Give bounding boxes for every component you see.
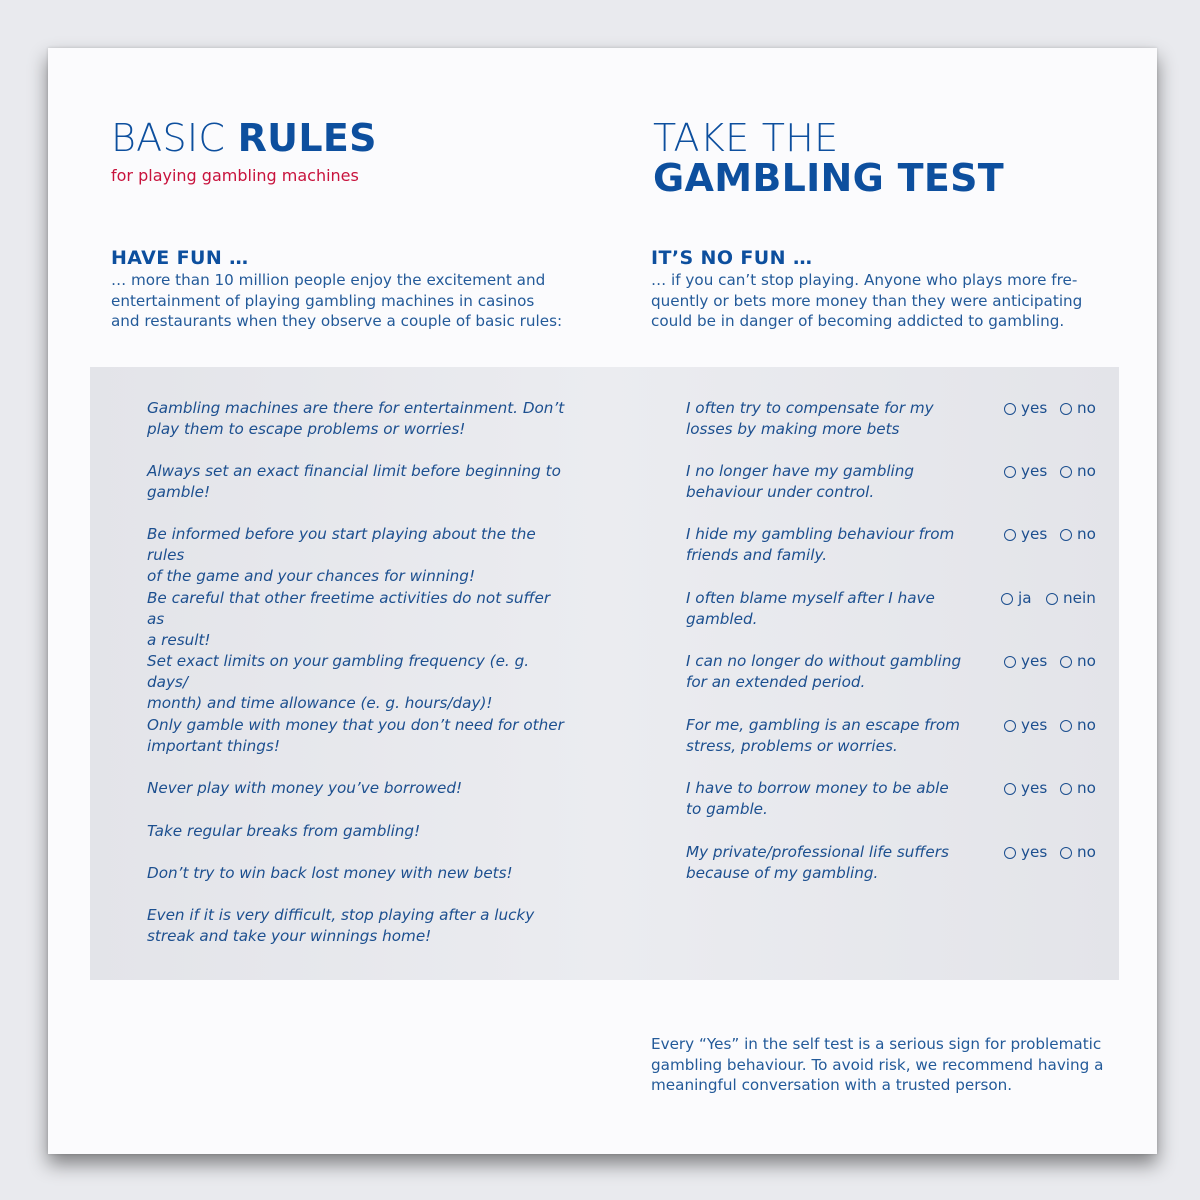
rule-line: Only gamble with money that you don’t need for other <box>147 716 564 734</box>
rule-item <box>147 651 567 714</box>
rule-item <box>147 863 567 884</box>
test-question <box>686 398 966 440</box>
rule-line: Be informed before you start playing about the the rules <box>147 525 536 564</box>
question-line: I hide my gambling behaviour from <box>686 525 955 543</box>
intro-line: could be in danger of becoming addicted to gambling. <box>651 312 1065 330</box>
option-label: yes <box>1021 716 1048 734</box>
rule-line: important things! <box>147 737 280 755</box>
rule-line: of the game and your chances for winning! <box>147 567 476 585</box>
option-label: no <box>1077 843 1096 861</box>
rule-item <box>147 821 567 842</box>
no-option[interactable] <box>1060 715 1096 736</box>
rule-line: Set exact limits on your gambling frequency (e. g. days/ <box>147 652 530 691</box>
option-label: yes <box>1021 652 1048 670</box>
footnote-line: gambling behaviour. To avoid risk, we recommend having a <box>651 1055 1104 1074</box>
footnote-line: Every “Yes” in the self test is a serious sign for problematic <box>651 1035 1102 1053</box>
have-fun-heading: HAVE FUN … <box>111 247 249 269</box>
rule-line: Take regular breaks from gambling! <box>147 822 421 840</box>
yes-option[interactable] <box>1004 842 1047 863</box>
intro-line: quently or bets more money than they were anticipating <box>651 291 1083 310</box>
yes-option[interactable] <box>1001 588 1032 609</box>
radio-circle-icon[interactable] <box>1060 720 1072 732</box>
yes-option[interactable] <box>1004 651 1047 672</box>
title-bold-part: RULES <box>237 116 377 160</box>
intro-line: and restaurants when they observe a couple of basic rules: <box>111 312 563 330</box>
test-question <box>686 651 966 693</box>
no-fun-heading: IT’S NO FUN … <box>651 247 813 269</box>
test-question <box>686 715 966 757</box>
rule-item <box>147 461 567 503</box>
radio-circle-icon[interactable] <box>1060 529 1072 541</box>
radio-circle-icon[interactable] <box>1004 720 1016 732</box>
radio-circle-icon[interactable] <box>1004 466 1016 478</box>
question-line: gambled. <box>686 610 758 628</box>
option-label: no <box>1077 716 1096 734</box>
radio-circle-icon[interactable] <box>1046 593 1058 605</box>
intro-line: entertainment of playing gambling machines in casinos <box>111 291 535 310</box>
rule-line: Even if it is very difficult, stop playing after a lucky <box>147 906 535 924</box>
option-label: ja <box>1018 589 1032 607</box>
question-line: I often try to compensate for my <box>686 399 934 417</box>
radio-circle-icon[interactable] <box>1060 466 1072 478</box>
rule-item <box>147 398 567 440</box>
rule-item <box>147 588 567 651</box>
yes-option[interactable] <box>1004 715 1047 736</box>
rule-item <box>147 715 567 757</box>
rule-line: a result! <box>147 631 211 649</box>
radio-circle-icon[interactable] <box>1060 656 1072 668</box>
question-line: to gamble. <box>686 800 768 818</box>
question-line: My private/professional life suffers <box>686 843 949 861</box>
option-label: yes <box>1021 525 1048 543</box>
radio-circle-icon[interactable] <box>1060 847 1072 859</box>
rule-line: Don’t try to win back lost money with new bets! <box>147 864 513 882</box>
test-question <box>686 461 966 503</box>
basic-rules-subtitle: for playing gambling machines <box>111 166 359 185</box>
question-line: because of my gambling. <box>686 864 879 882</box>
option-label: yes <box>1021 462 1048 480</box>
test-question <box>686 524 966 566</box>
test-question <box>686 588 966 630</box>
rule-line: Gambling machines are there for entertainment. Don’t <box>147 399 565 417</box>
yes-option[interactable] <box>1004 398 1047 419</box>
rule-item <box>147 905 567 947</box>
yes-option[interactable] <box>1004 461 1047 482</box>
no-option[interactable] <box>1060 778 1096 799</box>
option-label: nein <box>1063 589 1096 607</box>
question-line: I no longer have my gambling <box>686 462 915 480</box>
test-question <box>686 778 966 820</box>
option-label: yes <box>1021 399 1048 417</box>
option-label: no <box>1077 779 1096 797</box>
yes-option[interactable] <box>1004 524 1047 545</box>
question-line: for an extended period. <box>686 673 866 691</box>
no-option[interactable] <box>1060 651 1096 672</box>
rule-line: Always set an exact financial limit before beginning to <box>147 462 561 480</box>
test-title-line2: GAMBLING TEST <box>653 156 1005 200</box>
rule-line: play them to escape problems or worries! <box>147 420 466 438</box>
footnote-line: meaningful conversation with a trusted person. <box>651 1076 1013 1094</box>
rule-item <box>147 778 567 799</box>
gambling-test-title <box>653 118 1004 198</box>
question-line: For me, gambling is an escape from <box>686 716 960 734</box>
radio-circle-icon[interactable] <box>1004 529 1016 541</box>
brochure-page <box>48 48 1157 1154</box>
test-question <box>686 842 966 884</box>
no-option[interactable] <box>1060 842 1096 863</box>
self-test-footnote <box>651 1034 1121 1096</box>
title-light-part: BASIC <box>111 116 238 160</box>
radio-circle-icon[interactable] <box>1004 847 1016 859</box>
option-label: no <box>1077 652 1096 670</box>
question-line: I can no longer do without gambling <box>686 652 962 670</box>
no-option[interactable] <box>1060 398 1096 419</box>
option-label: no <box>1077 462 1096 480</box>
option-label: no <box>1077 399 1096 417</box>
yes-option[interactable] <box>1004 778 1047 799</box>
basic-rules-title <box>111 118 377 158</box>
rule-line: Be careful that other freetime activities do not suffer as <box>147 589 551 628</box>
intro-line: … if you can’t stop playing. Anyone who plays more fre- <box>651 271 1078 289</box>
question-line: stress, problems or worries. <box>686 737 898 755</box>
radio-circle-icon[interactable] <box>1060 403 1072 415</box>
no-fun-intro <box>651 270 1101 332</box>
rule-line: month) and time allowance (e. g. hours/day)! <box>147 694 493 712</box>
radio-circle-icon[interactable] <box>1004 783 1016 795</box>
question-line: friends and family. <box>686 546 828 564</box>
no-option[interactable] <box>1060 461 1096 482</box>
question-line: I have to borrow money to be able <box>686 779 949 797</box>
rule-line: Never play with money you’ve borrowed! <box>147 779 463 797</box>
option-label: yes <box>1021 843 1048 861</box>
test-title-line1: TAKE THE <box>653 116 839 160</box>
rule-item <box>147 524 567 587</box>
option-label: yes <box>1021 779 1048 797</box>
question-line: I often blame myself after I have <box>686 589 935 607</box>
no-option[interactable] <box>1060 524 1096 545</box>
radio-circle-icon[interactable] <box>1004 403 1016 415</box>
have-fun-intro <box>111 270 581 332</box>
intro-line: … more than 10 million people enjoy the excitement and <box>111 271 546 289</box>
no-option[interactable] <box>1046 588 1096 609</box>
radio-circle-icon[interactable] <box>1004 656 1016 668</box>
radio-circle-icon[interactable] <box>1060 783 1072 795</box>
question-line: behaviour under control. <box>686 483 875 501</box>
rule-line: streak and take your winnings home! <box>147 927 432 945</box>
option-label: no <box>1077 525 1096 543</box>
radio-circle-icon[interactable] <box>1001 593 1013 605</box>
rule-line: gamble! <box>147 483 211 501</box>
question-line: losses by making more bets <box>686 420 900 438</box>
